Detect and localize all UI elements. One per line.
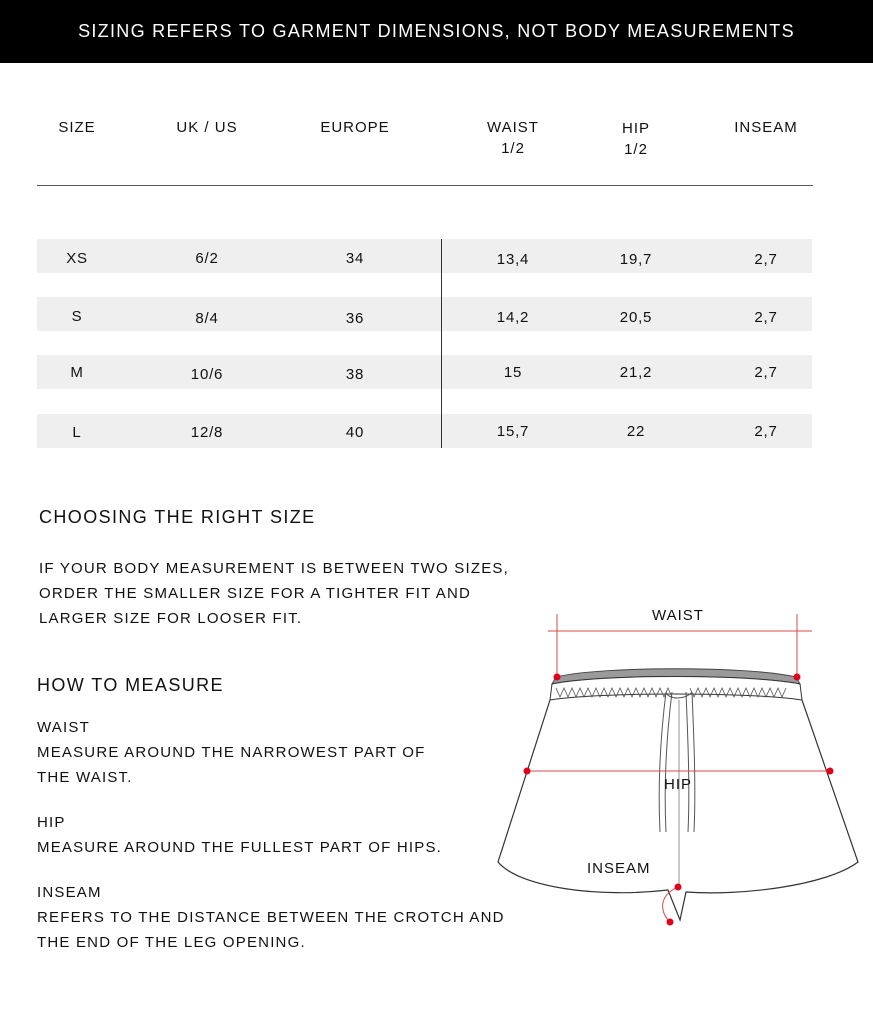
hip-text: MEASURE AROUND THE FULLEST PART OF HIPS.: [37, 839, 443, 856]
cell-uk-us: 12/8: [190, 424, 224, 441]
cell-size: M: [70, 364, 84, 381]
cell-europe: 34: [345, 250, 365, 267]
diagram-hip-label: HIP: [664, 776, 693, 793]
header-hip: HIP 1/2: [621, 120, 650, 158]
hip-marker: [524, 768, 531, 775]
inseam-marker: [667, 919, 674, 926]
cell-europe: 40: [345, 424, 365, 441]
cell-uk-us: 8/4: [195, 310, 219, 327]
waist-text: MEASURE AROUND THE NARROWEST PART OF THE WAIST.: [37, 744, 426, 786]
hip-marker: [827, 768, 834, 775]
cell-inseam: 2,7: [754, 423, 778, 440]
cell-inseam: 2,7: [754, 309, 778, 326]
header-inseam: INSEAM: [734, 119, 798, 136]
header-waist: WAIST 1/2: [487, 119, 539, 157]
cell-inseam: 2,7: [754, 364, 778, 381]
cell-uk-us: 6/2: [195, 250, 219, 267]
cell-size: S: [71, 308, 83, 325]
cell-size: L: [72, 424, 82, 441]
header-europe: EUROPE: [320, 119, 390, 136]
cell-inseam: 2,7: [754, 251, 778, 268]
choosing-text: IF YOUR BODY MEASUREMENT IS BETWEEN TWO SIZES, ORDER THE SMALLER SIZE FOR A TIGHTER FIT AND LARGER SIZE FOR LOOSER FIT.: [39, 560, 509, 627]
choosing-title: CHOOSING THE RIGHT SIZE: [39, 507, 316, 527]
inseam-heading: INSEAM: [37, 884, 102, 901]
waist-marker: [794, 674, 801, 681]
cell-hip: 19,7: [619, 251, 653, 268]
hip-heading: HIP: [37, 814, 66, 831]
cell-hip: 20,5: [619, 309, 653, 326]
drawstring: [659, 692, 695, 832]
diagram-inseam-label: INSEAM: [587, 860, 651, 877]
waist-marker: [554, 674, 561, 681]
cell-europe: 36: [345, 310, 365, 327]
cell-size: XS: [66, 250, 88, 267]
header-size: SIZE: [58, 119, 96, 136]
cell-europe: 38: [345, 366, 365, 383]
cell-uk-us: 10/6: [190, 366, 224, 383]
inseam-measure-line: [663, 887, 678, 922]
cell-waist: 15: [503, 364, 523, 381]
cell-waist: 14,2: [496, 309, 530, 326]
header-divider: [37, 185, 813, 186]
inseam-text: REFERS TO THE DISTANCE BETWEEN THE CROTCH AND THE END OF THE LEG OPENING.: [37, 909, 505, 951]
inseam-marker: [675, 884, 682, 891]
measure-title: HOW TO MEASURE: [37, 675, 224, 695]
shorts-diagram: [490, 600, 873, 940]
cell-hip: 22: [626, 423, 646, 440]
cell-hip: 21,2: [619, 364, 653, 381]
waist-heading: WAIST: [37, 719, 90, 736]
column-divider: [441, 239, 442, 448]
cell-waist: 15,7: [496, 423, 530, 440]
header-uk-us: UK / US: [176, 119, 238, 136]
diagram-waist-label: WAIST: [652, 607, 704, 624]
cell-waist: 13,4: [496, 251, 530, 268]
page-banner: SIZING REFERS TO GARMENT DIMENSIONS, NOT BODY MEASUREMENTS: [0, 0, 873, 63]
